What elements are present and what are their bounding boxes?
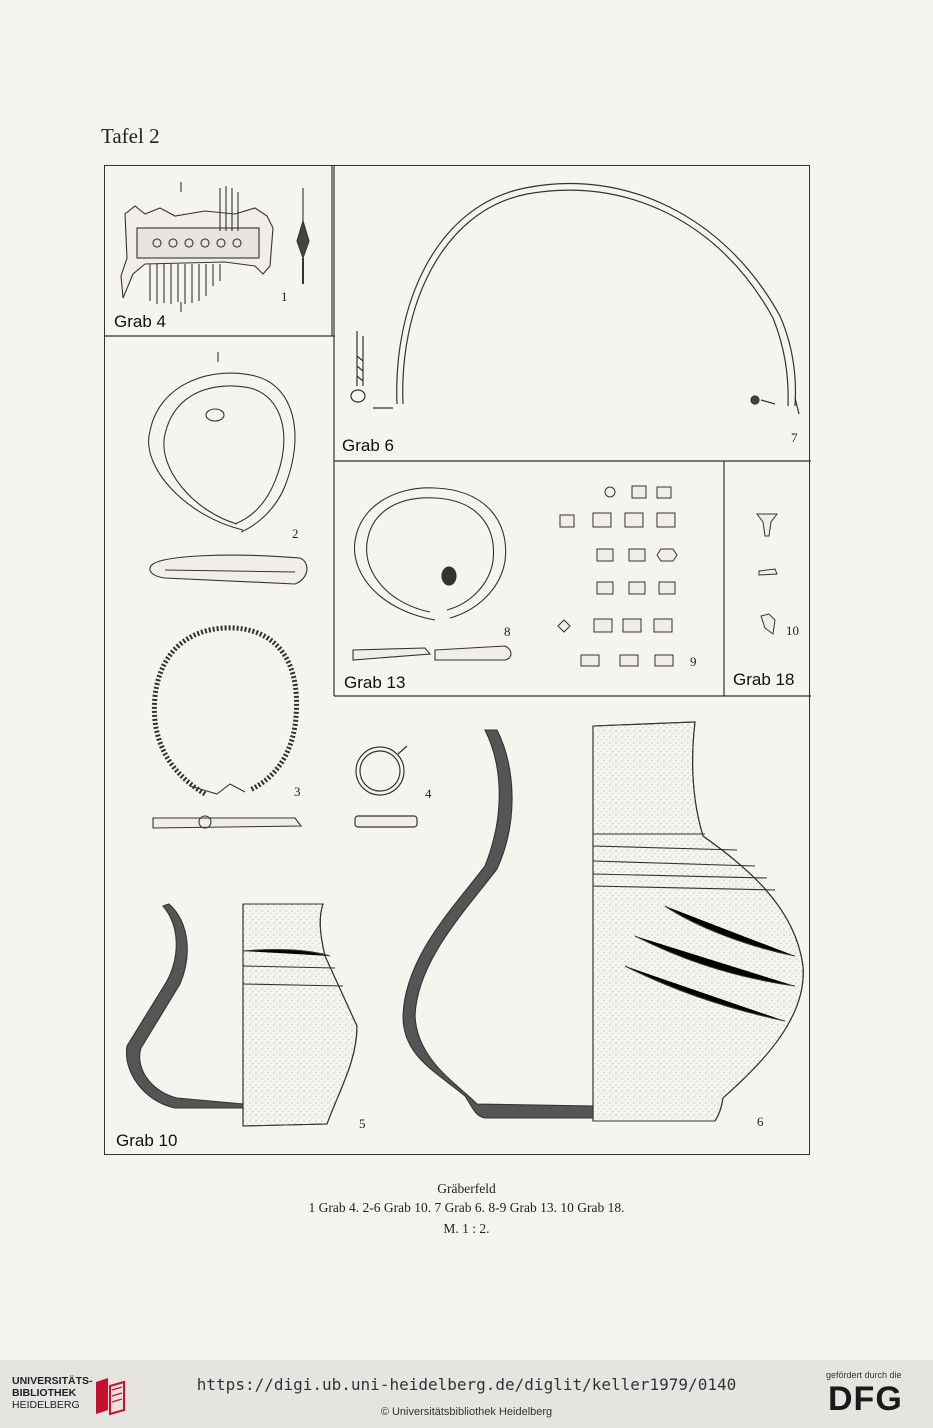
large-vessel-drawing [403, 722, 803, 1121]
figure-number-3: 3 [294, 784, 301, 799]
figure-number-9: 9 [690, 654, 697, 669]
small-ring-drawing [355, 746, 417, 827]
figure-number-8: 8 [504, 624, 511, 639]
plate-frame [104, 165, 810, 1155]
figure-number-2: 2 [292, 526, 299, 541]
grab-label-13: Grab 13 [344, 673, 406, 692]
grab-label-4: Grab 4 [114, 312, 166, 331]
library-name-line2: BIBLIOTHEK [12, 1387, 77, 1399]
figure-number-1: 1 [281, 289, 288, 304]
grab-label-10: Grab 10 [116, 1131, 178, 1150]
copyright-notice: © Universitätsbibliothek Heidelberg [380, 1406, 553, 1418]
small-vessel-drawing [126, 904, 357, 1126]
figure-number-6: 6 [757, 1114, 764, 1129]
library-name-line1: UNIVERSITÄTS- [12, 1375, 93, 1387]
caption-title: Gräberfeld [437, 1181, 496, 1196]
rivets-drawing [757, 514, 777, 634]
neckring-drawing [351, 184, 799, 414]
plate-drawings [105, 166, 811, 1156]
beads-drawing [558, 486, 677, 666]
caption-grab-list: 1 Grab 4. 2-6 Grab 10. 7 Grab 6. 8-9 Grab 13. 10 Grab 18. [308, 1200, 625, 1215]
dfg-logo[interactable]: DFG [828, 1380, 903, 1418]
figure-number-4: 4 [425, 786, 432, 801]
grab-label-6: Grab 6 [342, 436, 394, 455]
caption-scale: M. 1 : 2. [443, 1221, 490, 1236]
grab-label-18: Grab 18 [733, 670, 795, 689]
library-name-line3: HEIDELBERG [12, 1399, 80, 1411]
bracelet-drawing [149, 352, 307, 584]
figure-number-10: 10 [786, 623, 799, 638]
figure-number-5: 5 [359, 1116, 366, 1131]
figure-number-7: 7 [791, 430, 798, 445]
funded-by-label: gefördert durch die [826, 1370, 902, 1380]
permalink-url[interactable]: https://digi.ub.uni-heidelberg.de/diglit/keller1979/0140 [196, 1375, 737, 1394]
plate-title: Tafel 2 [101, 124, 160, 148]
bracelet-grab13-drawing [353, 488, 511, 660]
twisted-ring-drawing [153, 628, 301, 828]
